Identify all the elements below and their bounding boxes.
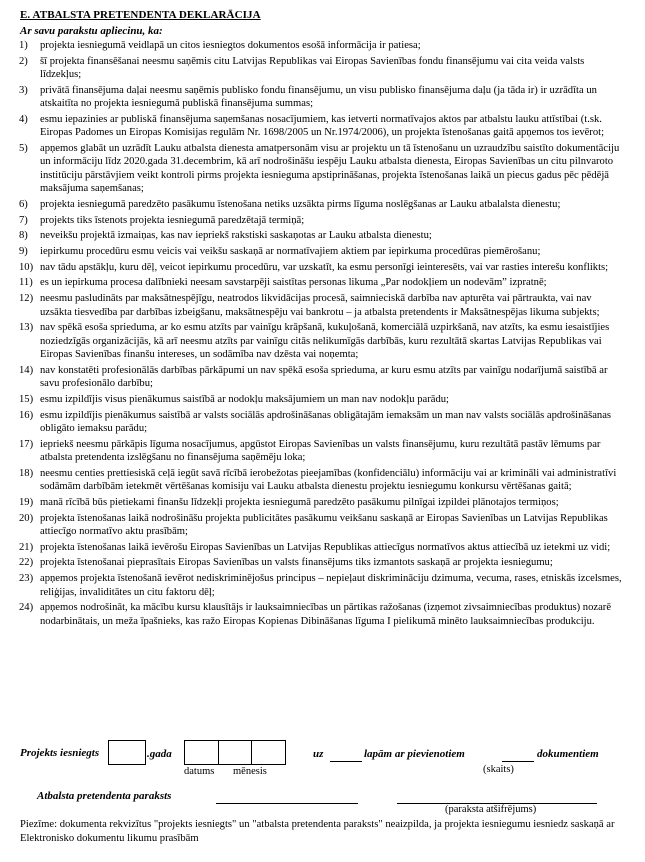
item-text: nav tādu apstākļu, kuru dēļ, veicot iepirkumu procedūru, var uzskatīt, ka esmu personīgi ieinteresēts, vai var rasties interešu konflikts; bbox=[40, 261, 609, 273]
declaration-item bbox=[0, 438, 645, 465]
declaration-item bbox=[0, 245, 645, 258]
item-text: šī projekta finansēšanai neesmu saņēmis citu Latvijas Republikas vai Eiropas Savienības fondu finansējumu vai cita veida valsts līdzekļus; bbox=[40, 55, 585, 81]
decoding-caption: (paraksta atšifrējums) bbox=[445, 804, 537, 815]
item-text: neesmu centies prettiesiskā ceļā iegūt savā rīcībā ierobežotas pieejamības (konfidenciālu) informāciju vai ar krimināli vai administratīvi sodāmām darbībām ietekmēt vērtēšanas komisiju vai Lauku atbalsta dienestu projektu iesniegumu konkursu vērtēšanas gaitā; bbox=[40, 467, 617, 493]
date-caption: datums bbox=[184, 766, 215, 777]
item-number: 1) bbox=[19, 40, 28, 51]
month-box[interactable] bbox=[218, 740, 252, 765]
declaration-item bbox=[0, 276, 645, 289]
item-text: iepriekš neesmu pārkāpis līguma nosacījumus, apgūstot Eiropas Savienības un valsts finansējumu, kuru rezultātā pastāv lēmums par atbalsta pretendenta izslēgšanu no finansējuma saņēmēju loka; bbox=[40, 438, 601, 464]
item-number: 22) bbox=[19, 557, 34, 569]
year-label: .gada bbox=[147, 748, 172, 760]
item-text: projekta īstenošanas laikā ievērošu Eiropas Savienības un Latvijas Republikas attiecīgus normatīvos aktus attiecībā uz ietekmi uz vidi; bbox=[40, 541, 611, 553]
item-number: 11) bbox=[19, 277, 33, 289]
documents-label: dokumentiem bbox=[537, 748, 599, 760]
item-number: 2) bbox=[19, 55, 28, 67]
signature-line[interactable] bbox=[216, 790, 358, 804]
item-number: 12) bbox=[19, 293, 34, 305]
item-text: projekta īstenošanai pieprasītais Eiropas Savienības un valsts finansējums tiks izmantots saskaņā ar projekta iesniegumu; bbox=[40, 557, 553, 569]
intro-text: Ar savu parakstu apliecinu, ka: bbox=[20, 25, 163, 37]
declaration-item bbox=[0, 229, 645, 242]
item-text: neveikšu projektā izmaiņas, kas nav iepriekš rakstiski saskaņotas ar Lauku atbalsta dienestu; bbox=[40, 230, 432, 242]
declaration-item bbox=[0, 321, 645, 361]
item-text: privātā finansējuma daļai neesmu saņēmis publisko fondu finansējumu, un visu publisko finansējuma daļu (ja tāda ir) ir uzrādīta un atskaitīta no projekta iesniegumā publiskā finansējuma summas; bbox=[40, 84, 597, 110]
item-number: 13) bbox=[19, 322, 34, 334]
item-number: 6) bbox=[19, 198, 28, 210]
item-text: projekta īstenošanas laikā nodrošināšu projekta publicitātes pasākumu veikšanu saskaņā ar Eiropas Savienības un Latvijas Republikas attiecīgo normatīvo aktu prasībām; bbox=[40, 512, 608, 538]
item-number: 24) bbox=[19, 602, 34, 614]
item-text: projekts tiks īstenots projekta iesniegumā paredzētajā termiņā; bbox=[40, 214, 305, 226]
item-number: 9) bbox=[19, 246, 28, 258]
declaration-items bbox=[0, 39, 645, 630]
applicant-signature-label: Atbalsta pretendenta paraksts bbox=[37, 790, 172, 802]
item-text: projekta iesniegumā paredzēto pasākumu īstenošana netiks uzsākta pirms līguma noslēgšanas ar Lauku atbalalsta dienestu; bbox=[40, 198, 561, 210]
declaration-item bbox=[0, 601, 645, 628]
documents-count-field[interactable] bbox=[502, 748, 534, 762]
declaration-item bbox=[0, 512, 645, 539]
item-number: 21) bbox=[19, 541, 34, 553]
declaration-item bbox=[0, 142, 645, 196]
count-caption: (skaits) bbox=[483, 764, 514, 775]
item-number: 7) bbox=[19, 214, 28, 226]
declaration-item bbox=[0, 261, 645, 274]
item-text: esmu iepazinies ar publiskā finansējuma saņemšanas nosacījumiem, kas ietverti normatīvajos aktos par atbalstu lauku attīstībai (t.sk. Eiropas Padomes un Eiropas Komisijas regulām Nr. 1698/2005 un Nr.1974/2006), un projekta īstenošanas gaitā apņemos tos ievērot; bbox=[40, 113, 605, 139]
item-number: 23) bbox=[19, 573, 34, 585]
declaration-item bbox=[0, 214, 645, 227]
declaration-item bbox=[0, 84, 645, 111]
item-text: apņemos nodrošināt, ka mācību kursu klausītājs ir lauksaimniecības un pārtikas ražošanas (izņemot zivsaimniecības produktus) nozarē nodarbinātais, un meža īpašnieks, kas ražo Eiropas Kopienas Dibināšanas līguma I pielikumā minēto lauksaimniecības produkciju. bbox=[40, 602, 612, 627]
date-box[interactable] bbox=[184, 740, 219, 765]
item-text: projekta iesniegumā veidlapā un citos iesniegtos dokumentos esošā informācija ir patiesa; bbox=[40, 40, 421, 51]
pages-field[interactable] bbox=[330, 748, 362, 762]
item-number: 18) bbox=[19, 467, 34, 479]
declaration-item bbox=[0, 364, 645, 391]
item-number: 16) bbox=[19, 409, 34, 421]
item-number: 3) bbox=[19, 84, 28, 96]
item-number: 20) bbox=[19, 512, 34, 524]
submitted-label: Projekts iesniegts bbox=[20, 747, 100, 759]
section-title: E. ATBALSTA PRETENDENTA DEKLARĀCIJA bbox=[20, 9, 261, 21]
declaration-item bbox=[0, 113, 645, 140]
on-label: uz bbox=[313, 748, 324, 760]
declaration-item bbox=[0, 39, 645, 52]
item-number: 19) bbox=[19, 496, 34, 508]
item-number: 4) bbox=[19, 113, 28, 125]
item-text: esmu izpildījis visus pienākumus saistībā ar nodokļu maksājumiem un man nav nodokļu parādu; bbox=[40, 393, 449, 405]
declaration-item bbox=[0, 198, 645, 211]
item-text: neesmu pasludināts par maksātnespējīgu, neatrodos likvidācijas procesā, saimnieciskā darbība nav apturēta vai pārtraukta, vai nav uzsākta tiesvedība par darbības izbeigšanu, maksātnespēju vai bankrotu – ja atbalsta pretendents ir Maksātnespējas likuma subjekts; bbox=[40, 293, 600, 318]
signature-decoding-line[interactable] bbox=[397, 790, 597, 804]
declaration-item bbox=[0, 496, 645, 509]
declaration-item bbox=[0, 541, 645, 554]
item-number: 17) bbox=[19, 438, 34, 450]
footnote: Piezīme: dokumenta rekvizītus "projekts iesniegts" un "atbalsta pretendenta paraksts" neaizpilda, ja projekta iesniegumu iesniedz saskaņā ar Elektronisko dokumentu likumu prasībām bbox=[20, 819, 615, 844]
item-number: 8) bbox=[19, 230, 28, 242]
declaration-item bbox=[0, 467, 645, 494]
declaration-item bbox=[0, 556, 645, 569]
year-box[interactable] bbox=[108, 740, 146, 765]
item-number: 5) bbox=[19, 143, 28, 155]
item-text: es un iepirkuma procesa dalībnieki neesam savstarpēji saistītas personas likuma „Par nodokļiem un nodevām” izpratnē; bbox=[40, 277, 547, 289]
declaration-item bbox=[0, 55, 645, 82]
item-text: apņemos projekta īstenošanā ievērot nediskriminējošus principus – nepieļaut diskrimināciju dzimuma, vecuma, rases, etniskās izcelsmes, reliģijas, invaliditātes un citu faktoru dēļ; bbox=[40, 573, 622, 598]
declaration-item bbox=[0, 409, 645, 436]
declaration-item bbox=[0, 292, 645, 319]
item-number: 15) bbox=[19, 393, 34, 405]
item-number: 10) bbox=[19, 261, 34, 273]
declaration-item bbox=[0, 572, 645, 599]
item-number: 14) bbox=[19, 364, 34, 376]
pages-label: lapām ar pievienotiem bbox=[364, 748, 465, 760]
month-box-2[interactable] bbox=[251, 740, 286, 765]
item-text: esmu izpildījis pienākumus saistībā ar valsts sociālās apdrošināšanas obligātajām iemaksām un man nav valsts sociālās apdrošināšanas obligāto iemaksu parādu; bbox=[40, 409, 612, 435]
month-caption: mēnesis bbox=[233, 766, 267, 777]
item-text: manā rīcībā būs pietiekami finanšu līdzekļi projekta iesniegumā paredzēto pasākumu pilnīgai izpildei plānotajos termiņos; bbox=[40, 496, 559, 508]
item-text: iepirkumu procedūru esmu veicis vai veikšu saskaņā ar normatīvajiem aktiem par iepirkuma procedūras piemērošanu; bbox=[40, 246, 541, 258]
item-text: nav konstatēti profesionālās darbības pārkāpumi un nav spēkā esoša sprieduma, ar kuru esmu atzīts par vainīgu nodarījumā saistībā ar savu profesionālo darbību; bbox=[40, 364, 608, 390]
declaration-item bbox=[0, 393, 645, 406]
item-text: apņemos glabāt un uzrādīt Lauku atbalsta dienesta amatpersonām visu ar projektu un tā īstenošanu un uzraudzību saistīto dokumentāciju un informāciju līdz 2020.gada 31.decembrim, kā arī nodrošināšu iespēju Lauku atbalsta dienesta, Eiropas Savienības un citu pilnvaroto institūciju pārstāvjiem veikt kontroli pirms projekta iesnieguma apstiprināšanas, projekta īstenošanas laikā un piecus gadus pēc pēdējā maksājuma saņemšanas; bbox=[40, 143, 620, 195]
item-text: nav spēkā esoša sprieduma, ar ko esmu atzīts par vainīgu krāpšanā, kukuļošanā, komerciālā uzpirkšanā, nav atzīts, ka esmu iesaistījies noziedzīgās organizācijās, kā arī neesmu atzīts par vainīgu citās nelikumīgās darbībās, kuru rezultātā skartas Latvijas Republikas vai Eiropas Savienības finanšu intereses, un sodāmība nav dzēsta vai noņemta; bbox=[40, 322, 610, 361]
